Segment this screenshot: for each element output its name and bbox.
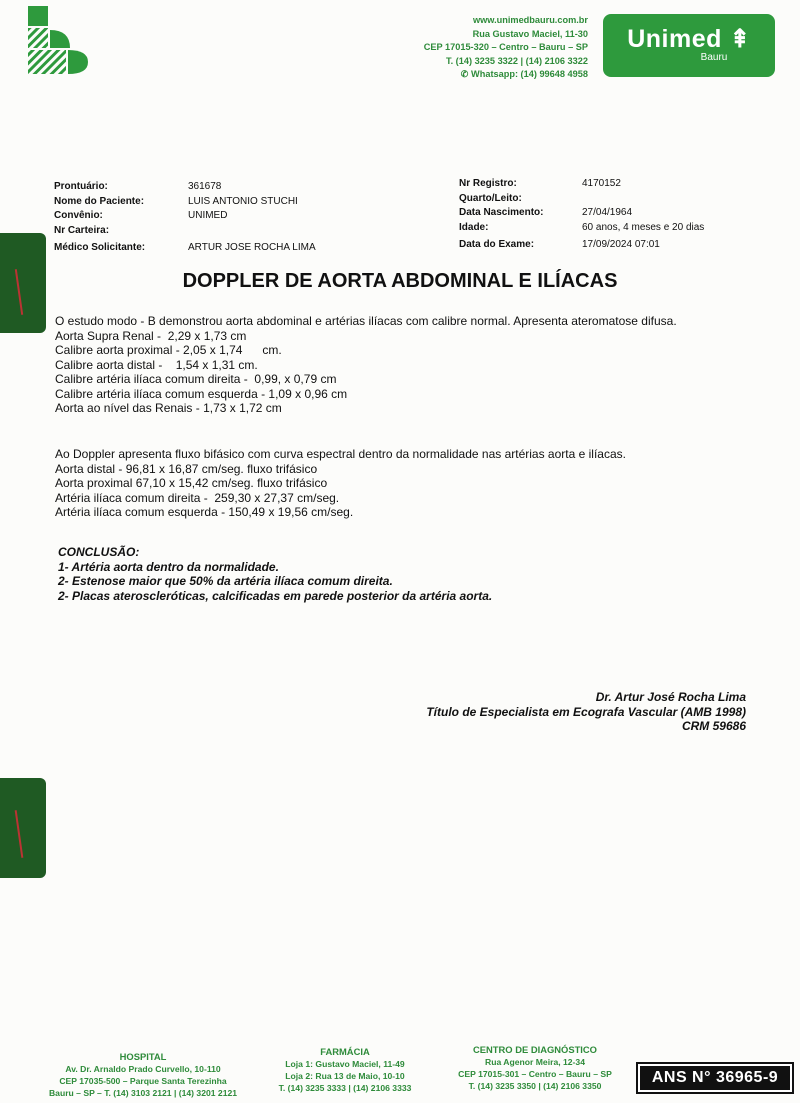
- footer-line: Loja 1: Gustavo Maciel, 11-49: [285, 1059, 405, 1069]
- report-line: Calibre artéria ilíaca comum direita - 0,99, x 0,79 cm: [55, 372, 337, 386]
- header-whatsapp: [424, 68, 588, 82]
- info-value: ARTUR JOSE ROCHA LIMA: [188, 242, 316, 253]
- info-value: 60 anos, 4 meses e 20 dias: [582, 221, 705, 233]
- header-address: Rua Gustavo Maciel, 11-30: [472, 28, 588, 39]
- footer-line: T. (14) 3235 3350 | (14) 2106 3350: [468, 1081, 602, 1091]
- binder-tab-bottom: [0, 778, 46, 878]
- conclusion-heading: CONCLUSÃO:: [58, 545, 140, 559]
- info-row: [54, 209, 316, 224]
- bmode-findings: [55, 314, 677, 416]
- info-row: [459, 192, 704, 207]
- doctor-crm: CRM 59686: [681, 719, 746, 733]
- footer-diagnostico: [436, 1044, 634, 1092]
- footer-heading: HOSPITAL: [119, 1051, 167, 1062]
- info-label: Médico Solicitante:: [54, 242, 146, 253]
- info-label: Nr Registro:: [459, 178, 517, 189]
- footer-line: Av. Dr. Arnaldo Prado Curvello, 10-110: [65, 1064, 221, 1074]
- info-row: [459, 238, 704, 253]
- info-row: [54, 224, 316, 239]
- unimed-brand-logo: [603, 14, 775, 77]
- brand-city: Bauru: [700, 52, 728, 63]
- whatsapp-icon: ✆: [460, 69, 472, 79]
- info-label: Quarto/Leito:: [459, 192, 522, 204]
- signature-block: [426, 690, 746, 734]
- footer-line: Bauru – SP – T. (14) 3103 2121 | (14) 3201 2121: [48, 1088, 238, 1098]
- brand-name: Unimed ⇞: [627, 25, 751, 53]
- conclusion: [58, 545, 492, 603]
- report-line: O estudo modo - B demonstrou aorta abdominal e artérias ilíacas com calibre normal. Apresenta ateromatose difusa.: [55, 314, 677, 328]
- doppler-findings: [55, 447, 626, 520]
- footer-line: Loja 2: Rua 13 de Maio, 10-10: [285, 1071, 405, 1081]
- info-row: [459, 177, 704, 192]
- info-row: [54, 180, 316, 195]
- info-label: Idade:: [459, 221, 489, 233]
- info-label: Nome do Paciente:: [54, 195, 145, 207]
- info-label: Nr Carteira:: [54, 224, 110, 236]
- report-line: Artéria ilíaca comum direita - 259,30 x 27,37 cm/seg.: [55, 490, 340, 505]
- report-line: Ao Doppler apresenta fluxo bifásico com curva espectral dentro da normalidade nas artérias aorta e ilíacas.: [55, 447, 626, 461]
- footer-hospital: [38, 1051, 248, 1099]
- info-row: [54, 195, 316, 210]
- unimed-symbol-logo: [26, 4, 90, 76]
- report-line: Calibre artéria ilíaca comum esquerda - 1,09 x 0,96 cm: [55, 386, 348, 401]
- doctor-name: Dr. Artur José Rocha Lima: [595, 690, 746, 704]
- report-line: Artéria ilíaca comum esquerda - 150,49 x 19,56 cm/seg.: [55, 505, 354, 519]
- info-value: 4170152: [582, 178, 621, 189]
- footer-line: CEP 17035-500 – Parque Santa Terezinha: [59, 1076, 227, 1086]
- info-row: [459, 206, 704, 221]
- report-line: Aorta distal - 96,81 x 16,87 cm/seg. fluxo trifásico: [55, 461, 318, 476]
- brand-tree-icon: ⇞: [729, 25, 751, 53]
- whatsapp-text: Whatsapp: (14) 99648 4958: [471, 69, 588, 79]
- report-line: Aorta ao nível das Renais - 1,73 x 1,72 cm: [55, 401, 282, 415]
- info-value: 361678: [188, 181, 222, 192]
- header-phone: T. (14) 3235 3322 | (14) 2106 3322: [445, 55, 588, 66]
- report-line: Aorta proximal 67,10 x 15,42 cm/seg. fluxo trifásico: [55, 476, 328, 490]
- report-title: DOPPLER DE AORTA ABDOMINAL E ILÍACAS: [182, 270, 618, 292]
- info-label: Data do Exame:: [459, 239, 535, 250]
- ans-registration-badge: ANS N° 36965-9: [636, 1062, 794, 1094]
- info-value: 27/04/1964: [582, 207, 633, 218]
- info-value: LUIS ANTONIO STUCHI: [188, 195, 298, 207]
- report-line: Calibre aorta distal - 1,54 x 1,31 cm.: [55, 357, 258, 372]
- tab-mark: [15, 810, 24, 858]
- info-value: UNIMED: [188, 210, 228, 221]
- patient-info-right: [459, 177, 704, 253]
- conclusion-item: 2- Placas ateroscleróticas, calcificadas em parede posterior da artéria aorta.: [58, 588, 493, 603]
- header-contact: [424, 14, 588, 82]
- footer-farmacia: [262, 1046, 428, 1094]
- footer-heading: FARMÁCIA: [320, 1046, 370, 1057]
- doctor-title: Título de Especialista em Ecografa Vascular (AMB 1998): [426, 704, 746, 719]
- header-cep: CEP 17015-320 – Centro – Bauru – SP: [423, 42, 588, 52]
- info-label: Prontuário:: [54, 181, 108, 192]
- footer-heading: CENTRO DE DIAGNÓSTICO: [473, 1044, 597, 1055]
- conclusion-item: 2- Estenose maior que 50% da artéria ilíaca comum direita.: [58, 574, 393, 588]
- info-value: 17/09/2024 07:01: [582, 239, 660, 250]
- footer-line: T. (14) 3235 3333 | (14) 2106 3333: [278, 1083, 412, 1093]
- footer-line: CEP 17015-301 – Centro – Bauru – SP: [458, 1069, 612, 1079]
- report-line: Aorta Supra Renal - 2,29 x 1,73 cm: [55, 328, 247, 343]
- footer-line: Rua Agenor Meira, 12-34: [485, 1057, 585, 1067]
- info-row: [54, 241, 316, 256]
- info-label: Convênio:: [54, 210, 103, 221]
- conclusion-item: 1- Artéria aorta dentro da normalidade.: [58, 559, 279, 574]
- patient-info-left: [54, 180, 316, 256]
- info-row: [459, 221, 704, 236]
- info-label: Data Nascimento:: [459, 207, 544, 218]
- report-line: Calibre aorta proximal - 2,05 x 1,74 cm.: [55, 343, 282, 357]
- website-link[interactable]: www.unimedbauru.com.br: [472, 15, 588, 25]
